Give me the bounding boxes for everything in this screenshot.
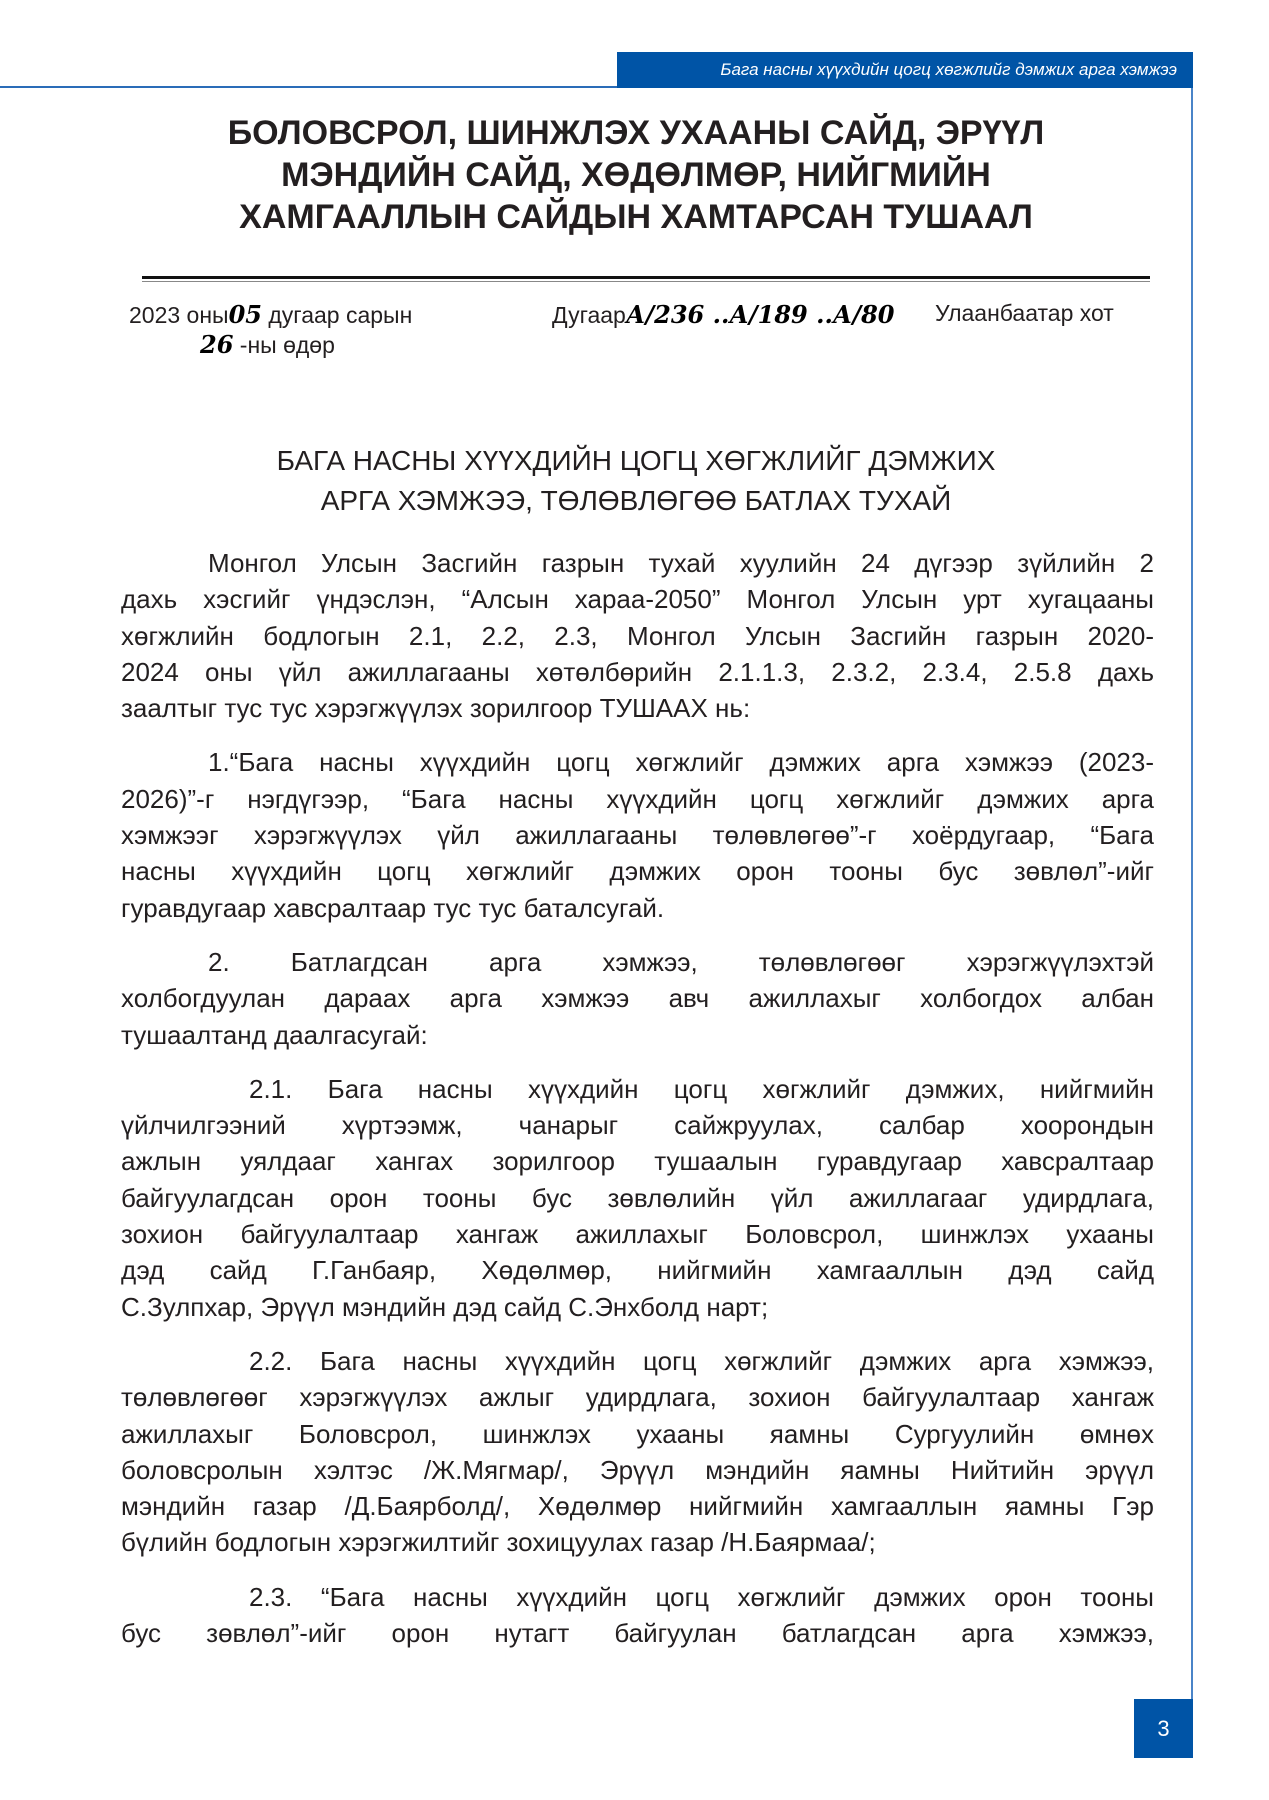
paragraph-line: Монгол Улсын Засгийн газрын тухай хуулийн 24 дүгээр зүйлийн 2 — [208, 548, 1154, 578]
page-number: 3 — [1134, 1699, 1193, 1758]
number-handwritten: А/236 ..А/189 ..А/80 — [625, 300, 895, 329]
title-line: МЭНДИЙН САЙД, ХӨДӨЛМӨР, НИЙГМИЙН — [281, 156, 991, 194]
date-line — [129, 300, 412, 329]
paragraph-line: хөгжлийн бодлогын 2.1, 2.2, 2.3, Монгол Улсын Засгийн газрын 2020- — [121, 620, 1154, 651]
title-line: ХАМГААЛЛЫН САЙДЫН ХАМТАРСАН ТУШААЛ — [239, 198, 1033, 236]
paragraph-line: зохион байгуулалтаар хангаж ажиллахыг Боловсрол, шинжлэх ухааны — [121, 1219, 1154, 1250]
paragraph-line: боловсролын хэлтэс /Ж.Мягмар/, Эрүүл мэндийн яамны Нийтийн эрүүл — [121, 1454, 1154, 1485]
paragraph-line: заалтыг тус тус хэрэгжүүлэх зорилгоор ТУШААХ нь: — [121, 693, 751, 724]
paragraph-line: хэмжээг хэрэгжүүлэх үйл ажиллагааны төлөвлөгөө”-г хоёрдугаар, “Бага — [121, 820, 1154, 851]
year-label: 2023 оны — [129, 302, 229, 328]
subtitle-line: АРГА ХЭМЖЭЭ, ТӨЛӨВЛӨГӨӨ БАТЛАХ ТУХАЙ — [320, 485, 952, 516]
running-header — [617, 52, 1193, 88]
paragraph-line: 1.“Бага насны хүүхдийн цогц хөгжлийг дэмжих арга хэмжээ (2023- — [208, 747, 1154, 778]
month-label: дугаар сарын — [268, 302, 413, 328]
order-body — [121, 545, 1154, 1651]
paragraph-line: ажлын уялдааг хангах зорилгоор тушаалын гуравдугаар хавсралтаар — [121, 1146, 1154, 1177]
title-divider — [142, 276, 1150, 279]
order-number — [552, 300, 895, 329]
paragraph — [121, 1071, 1154, 1325]
city: Улаанбаатар хот — [935, 300, 1114, 326]
paragraph-line: тушаалтанд даалгасугай: — [121, 1019, 428, 1050]
paragraph-line: 2.2. Бага насны хүүхдийн цогц хөгжлийг дэмжих арга хэмжээ, — [249, 1345, 1154, 1376]
paragraph-line: дахь хэсгийг үндэслэн, “Алсын хараа-2050” Монгол Улсын урт хугацааны — [121, 584, 1154, 615]
paragraph-line: ажиллахыг Боловсрол, шинжлэх ухааны яамны Сургуулийн өмнөх — [121, 1418, 1154, 1449]
paragraph-line: гуравдугаар хавсралтаар тус тус баталсугай. — [121, 892, 665, 923]
document-title — [100, 112, 1172, 238]
month-handwritten: 05 — [228, 300, 262, 329]
subtitle-line: БАГА НАСНЫ ХҮҮХДИЙН ЦОГЦ ХӨГЖЛИЙГ ДЭМЖИХ — [276, 445, 996, 476]
running-title: Бага насны хүүхдийн цогц хөгжлийг дэмжих арга хэмжээ — [720, 60, 1177, 79]
paragraph — [121, 1343, 1154, 1561]
paragraph-line: 2024 оны үйл ажиллагааны хөтөлбөрийн 2.1.1.3, 2.3.2, 2.3.4, 2.5.8 дахь — [121, 656, 1154, 687]
order-subject — [100, 441, 1172, 521]
day-label: -ны өдөр — [239, 332, 335, 358]
header-rule — [0, 86, 617, 88]
paragraph — [121, 1579, 1154, 1652]
margin-rule — [1191, 88, 1193, 1700]
paragraph-line: насны хүүхдийн цогц хөгжлийг дэмжих орон тооны бус зөвлөл”-ийг — [121, 856, 1154, 887]
paragraph-line: 2.3. “Бага насны хүүхдийн цогц хөгжлийг дэмжих орон тооны — [249, 1581, 1154, 1612]
paragraph-line: төлөвлөгөөг хэрэгжүүлэх ажлыг удирдлага, зохион байгуулалтаар хангаж — [121, 1382, 1154, 1413]
day-line — [200, 330, 335, 359]
paragraph-line: мэндийн газар /Д.Баярболд/, Хөдөлмөр нийгмийн хамгааллын яамны Гэр — [121, 1491, 1154, 1522]
paragraph-line: байгуулагдсан орон тооны бус зөвлөлийн үйл ажиллагааг удирдлага, — [121, 1182, 1154, 1213]
paragraph — [121, 944, 1154, 1053]
paragraph-line: холбогдуулан дараах арга хэмжээ авч ажиллахыг холбогдох албан — [121, 983, 1154, 1014]
day-handwritten: 26 — [200, 330, 234, 359]
paragraph-line: үйлчилгээний хүртээмж, чанарыг сайжруулах, салбар хоорондын — [121, 1110, 1154, 1141]
paragraph-line: 2026)”-г нэгдүгээр, “Бага насны хүүхдийн цогц хөгжлийг дэмжих арга — [121, 783, 1154, 814]
paragraph-line: дэд сайд Г.Ганбаяр, Хөдөлмөр, нийгмийн хамгааллын дэд сайд — [121, 1255, 1154, 1286]
paragraph-line: С.Зулпхар, Эрүүл мэндийн дэд сайд С.Энхболд нарт; — [121, 1291, 769, 1322]
paragraph — [121, 744, 1154, 925]
paragraph-line: бус зөвлөл”-ийг орон нутагт байгуулан батлагдсан арга хэмжээ, — [121, 1618, 1154, 1649]
paragraph — [121, 545, 1154, 726]
title-divider-thin — [142, 281, 1150, 282]
title-line: БОЛОВСРОЛ, ШИНЖЛЭХ УХААНЫ САЙД, ЭРҮҮЛ — [227, 114, 1045, 152]
paragraph-line: бүлийн бодлогын хэрэгжилтийг зохицуулах газар /Н.Баярмаа/; — [121, 1527, 876, 1558]
number-label: Дугаар — [552, 302, 626, 328]
paragraph-line: 2. Батлагдсан арга хэмжээ, төлөвлөгөөг хэрэгжүүлэхтэй — [208, 946, 1154, 977]
paragraph-line: 2.1. Бага насны хүүхдийн цогц хөгжлийг дэмжих, нийгмийн — [249, 1073, 1154, 1104]
